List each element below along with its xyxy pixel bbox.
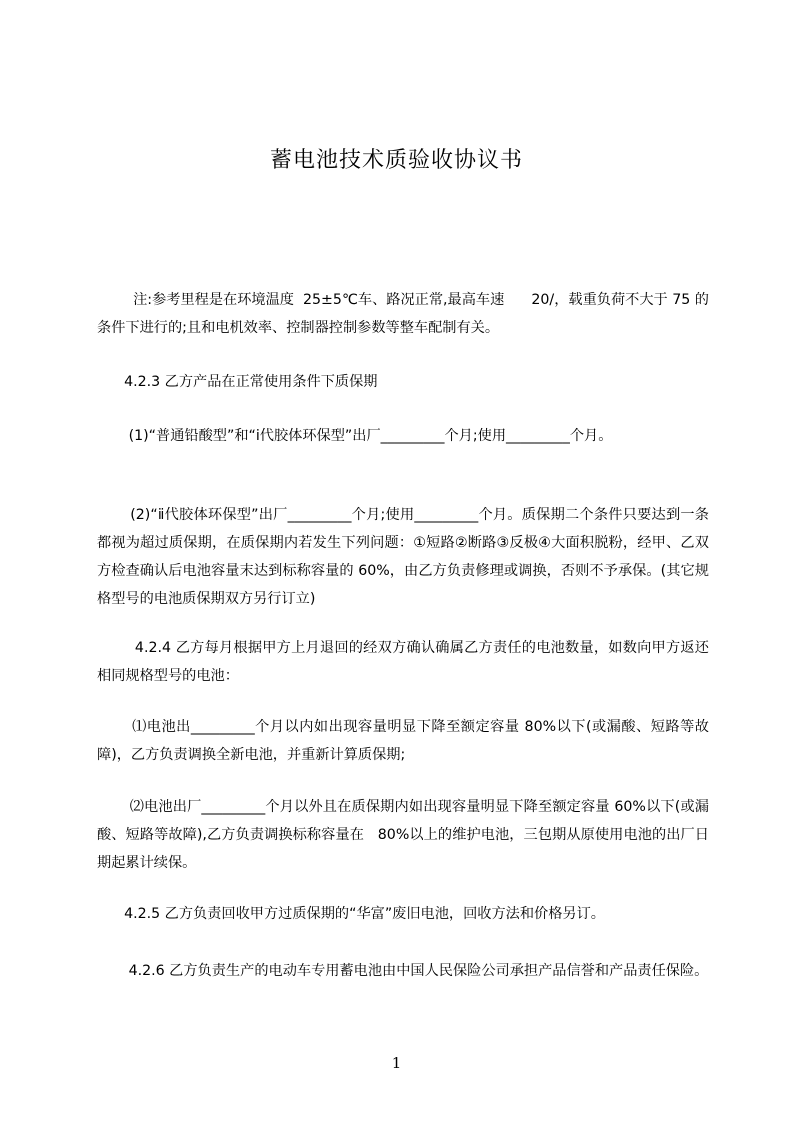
paragraph-note: 注:参考里程是在环境温度 25±5℃车、路况正常,最高车速 20/，载重负荷不大于 75 的条件下进行的;且和电机效率、控制器控制参数等整车配制有关。 <box>97 292 709 336</box>
paragraph-4-2-4: 4.2.4 乙方每月根据甲方上月退回的经双方确认确属乙方责任的电池数量，如数向甲方返还相同规格型号的电池： <box>97 640 709 684</box>
paragraph-item-2: (2)“ⅱ代胶体环保型”出厂_________个月;使用_________个月。质保期二个条件只要达到一条都视为超过质保期，在质保期内若发生下列问题：①短路②断路③反极④大面积脱粉，经甲、乙双方检查确认后电池容量末达到标称容量的 60%，由乙方负责修理或调换，否则不予承保。(其它规格型号的电池质保期双方另行订立) <box>97 507 709 607</box>
paragraph-4-2-3: 4.2.3 乙方产品在正常使用条件下质保期 <box>97 374 378 390</box>
paragraph-4-2-6: 4.2.6 乙方负责生产的电动车专用蓄电池由中国人民保险公司承担产品信誉和产品责任保险。 <box>97 963 709 979</box>
paragraph-sub-2: ⑵电池出厂_________个月以外且在质保期内如出现容量明显下降至额定容量 60%以下(或漏酸、短路等故障),乙方负责调换标称容量在 80%以上的维护电池，三包期从原使用电池的出厂日期起累计续保。 <box>97 799 709 871</box>
paragraph-sub-1: ⑴电池出_________个月以内如出现容量明显下降至额定容量 80%以下(或漏酸、短路等故障)，乙方负责调换全新电池，并重新计算质保期; <box>97 719 709 763</box>
page-number: 1 <box>391 1054 402 1072</box>
paragraph-item-1: (1)“普通铅酸型”和“ⅰ代胶体环保型”出厂_________个月;使用_________个月。 <box>97 428 613 444</box>
document-title: 蓄电池技术质验收协议书 <box>269 148 523 173</box>
paragraph-4-2-5: 4.2.5 乙方负责回收甲方过质保期的“华富”废旧电池，回收方法和价格另订。 <box>97 906 605 922</box>
